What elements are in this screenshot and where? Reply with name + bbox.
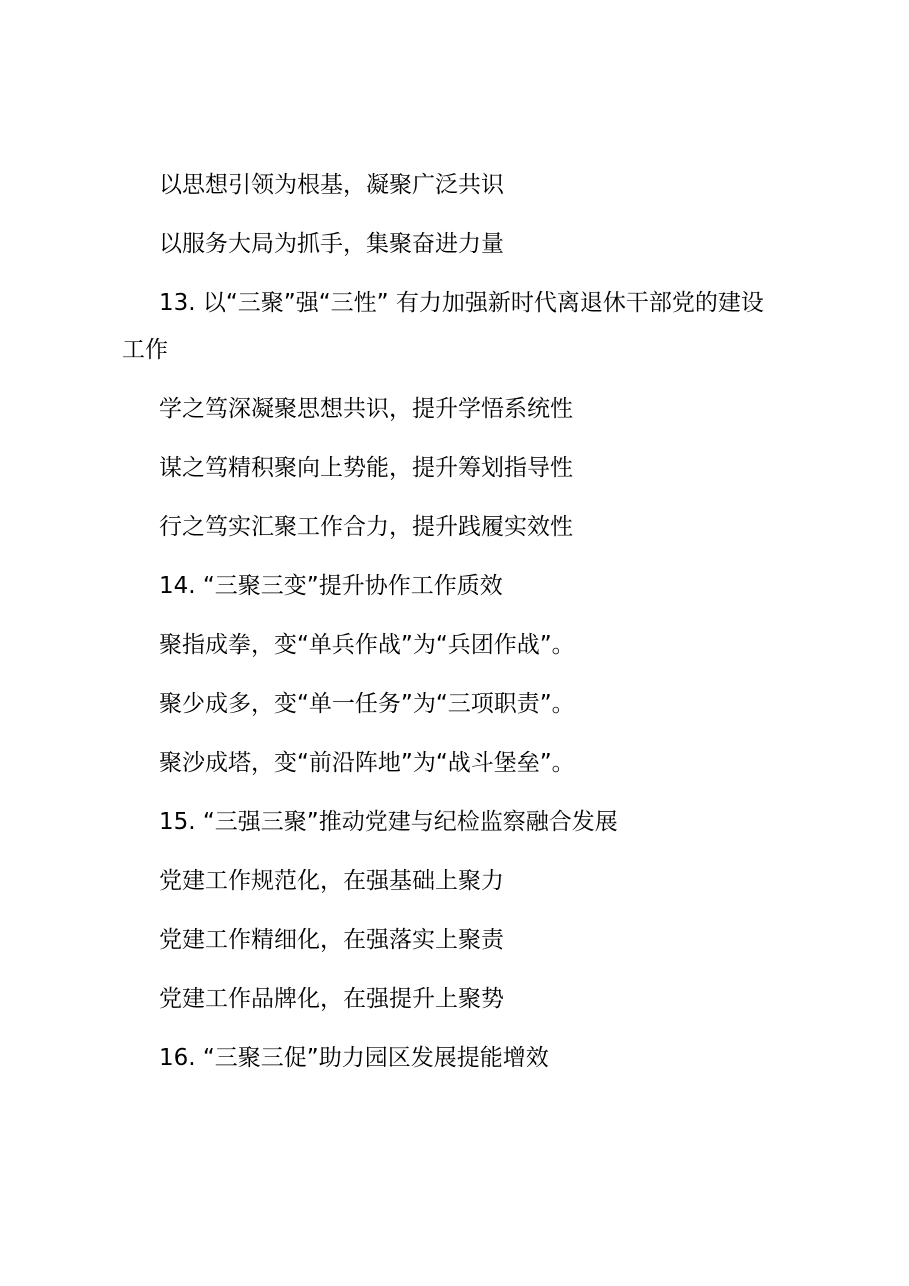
paragraph-4: 学之笃深凝聚思想共识，提升学悟系统性 <box>159 396 573 422</box>
document-body <box>122 162 782 1094</box>
heading-16: 16. “三聚三促”助力园区发展提能增效 <box>159 1045 549 1071</box>
paragraph-12: 党建工作规范化，在强基础上聚力 <box>159 868 504 894</box>
paragraph-1: 以思想引领为根基，凝聚广泛共识 <box>159 172 504 198</box>
paragraph-10: 聚沙成塔，变“前沿阵地”为“战斗堡垒”。 <box>159 750 575 776</box>
paragraph-2: 以服务大局为抓手，集聚奋进力量 <box>159 231 504 257</box>
heading-15: 15. “三强三聚”推动党建与纪检监察融合发展 <box>159 809 618 835</box>
paragraph-13: 党建工作精细化，在强落实上聚责 <box>159 927 504 953</box>
paragraph-5: 谋之笃精积聚向上势能，提升筹划指导性 <box>159 455 573 481</box>
heading-14: 14. “三聚三变”提升协作工作质效 <box>159 573 503 599</box>
heading-13: 13. 以“三聚”强“三性” 有力加强新时代离退休干部党的建设工作 <box>122 290 764 363</box>
paragraph-9: 聚少成多，变“单一任务”为“三项职责”。 <box>159 691 575 717</box>
paragraph-6: 行之笃实汇聚工作合力，提升践履实效性 <box>159 514 573 540</box>
paragraph-14: 党建工作品牌化，在强提升上聚势 <box>159 986 504 1012</box>
paragraph-8: 聚指成拳，变“单兵作战”为“兵团作战”。 <box>159 632 575 658</box>
